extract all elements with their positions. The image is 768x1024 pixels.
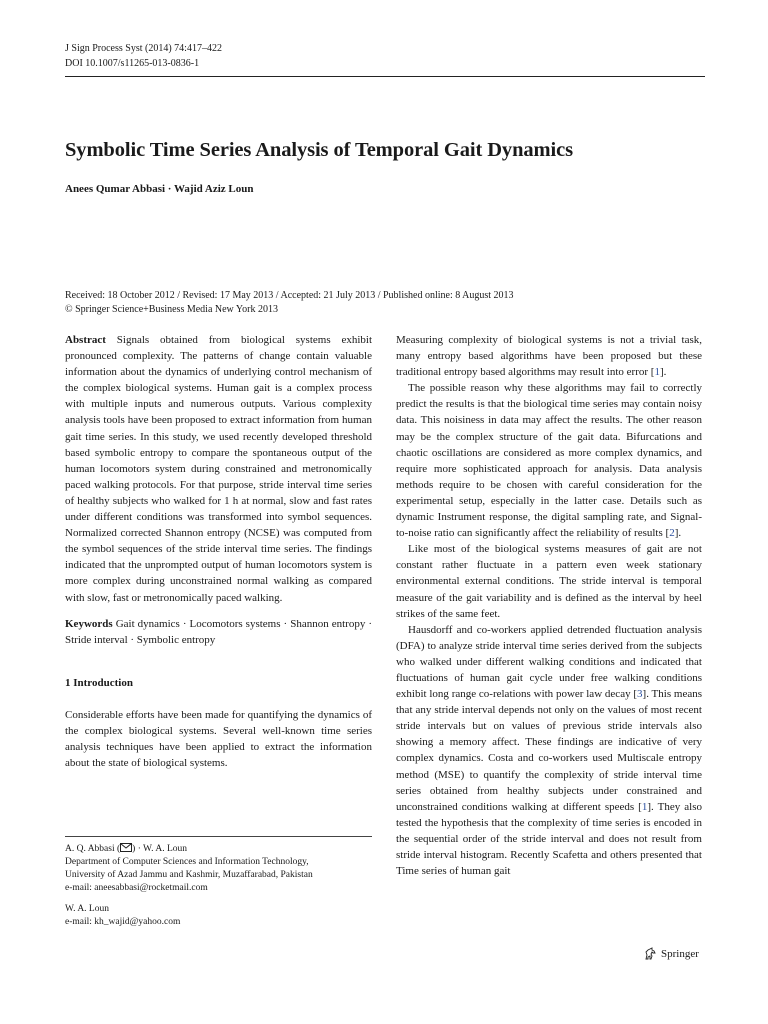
citation-link-3[interactable]: 3	[637, 688, 643, 701]
keywords-text: Gait dynamics · Locomotors systems · Shannon entropy · Stride interval · Symbolic entropy	[65, 617, 372, 646]
journal-header	[65, 41, 222, 71]
header-rule	[65, 76, 705, 77]
section-heading-introduction: 1 Introduction	[65, 676, 133, 689]
corresponding-author-line: A. Q. Abbasi ( ) · W. A. Loun	[65, 844, 188, 854]
abstract-text: Signals obtained from biological systems exhibit pronounced complexity. The patterns of change contain valuable information about the dynamics of underlying control mechanism of the complex biological systems. Human gait is a complex process with multiple inputs and numerous outputs. Various complexity analysis tools have been proposed to extract information from human gait time series. In this study, we used recently developed threshold based symbolic entropy to compare the spontaneous output of the human locomotors system during constrained and metronomically paced walking protocols. For that purpose, stride interval time series of healthy subjects who walked for 1 h at normal, slow and fast rates under different conditions was transformed into symbol sequences. Normalized corrected Shannon entropy (NCSE) was computed from the symbol sequences of the stride interval time series. The findings indicated that the unprompted output of human locomotors system is more complex during unconstrained normal walking as compared with slow, fast or metronomically paced walking.	[65, 334, 373, 604]
envelope-icon[interactable]	[120, 843, 132, 852]
left-column	[65, 332, 372, 771]
copyright-line: © Springer Science+Business Media New York 2013	[65, 304, 278, 315]
abstract	[65, 332, 372, 606]
paper-title: Symbolic Time Series Analysis of Temporal Gait Dynamics	[65, 139, 573, 161]
citation-link-4[interactable]: 1	[641, 800, 648, 813]
affiliation-line-1: Department of Computer Sciences and Information Technology,	[65, 857, 309, 867]
second-author-name: W. A. Loun	[65, 904, 109, 914]
doi: DOI 10.1007/s11265-013-0836-1	[65, 58, 200, 69]
publisher-logo	[643, 947, 699, 961]
author-footnote	[65, 843, 385, 929]
email-2[interactable]: e-mail: kh_wajid@yahoo.com	[65, 917, 181, 927]
right-paragraph-4: Hausdorff and co-workers applied detrended fluctuation analysis (DFA) to analyze stride interval time series derived from the subjects who walked under different walking conditions and indicated that fluctuations of human gait cycle under free walking conditions exhibit long range co-relations with power law decay [3]. This means that any stride interval depends not only on the values of most recent stride intervals but on values of previous stride intervals also showing a memory affect. These findings are indicative of very complex dynamics. Costa and co-workers used Multiscale entropy method (MSE) to quantify the complexity of stride interval time series obtained from healthy subjects under constrained and unconstrained conditions walking at different speeds [1]. They also tested the hypothesis that the complexity of time series is encoded in the sequential order of the stride interval and does not result from stride interval histogram. Recently Scafetta and others presented that Time series of human gait	[396, 623, 703, 878]
citation-link-2[interactable]: 2	[669, 527, 675, 540]
abstract-label: Abstract	[65, 334, 106, 346]
affiliation-line-2: University of Azad Jammu and Kashmir, Muzaffarabad, Pakistan	[65, 870, 313, 880]
right-column	[396, 332, 702, 879]
keywords	[65, 616, 372, 648]
authors: Anees Qumar Abbasi · Wajid Aziz Loun	[65, 183, 254, 195]
publisher-name: Springer	[661, 948, 699, 960]
keywords-label: Keywords	[65, 617, 113, 630]
right-paragraph-2: The possible reason why these algorithms may fail to correctly predict the results is that the biological time series may contain noisy data. This noisiness in data may affect the results. The other reason may be the complex structure of the gait data. Bifurcations and chaotic oscillations are considered as more complex dynamics, and require more sophisticated approach for analysis. Data analysis methods require to be chosen with careful consideration for the experimental setup, especially in the latter case. Details such as dynamic Instrument response, the digital sampling rate, and Signal-to-noise ratio can significantly affect the reliability of results [2].	[396, 382, 702, 540]
journal-citation: J Sign Process Syst (2014) 74:417–422	[65, 43, 222, 54]
right-paragraph-1: Measuring complexity of biological systems is not a trivial task, many entropy based algorithms have been proposed but these traditional entropy based algorithms may result into error [1].	[396, 334, 702, 379]
footnote-rule	[65, 836, 372, 837]
right-paragraph-3: Like most of the biological systems measures of gait are not constant rather fluctuate in a pattern even week stationary environmental external conditions. The stride interval is temporal measure of the gait variability and is defined as the interval by heel strikes of the same feet.	[396, 543, 702, 620]
email-1[interactable]: e-mail: aneesabbasi@rocketmail.com	[65, 883, 208, 893]
springer-horse-icon	[643, 947, 657, 961]
dates-line: Received: 18 October 2012 / Revised: 17 May 2013 / Accepted: 21 July 2013 / Published online: 8 August 2013	[65, 290, 514, 301]
intro-paragraph-1: Considerable efforts have been made for quantifying the dynamics of the complex biological systems. Several well-known time series analysis techniques have been applied to extract the information about the state of biological systems.	[65, 708, 372, 770]
publication-history	[65, 289, 514, 317]
citation-link-1[interactable]: 1	[654, 366, 660, 379]
